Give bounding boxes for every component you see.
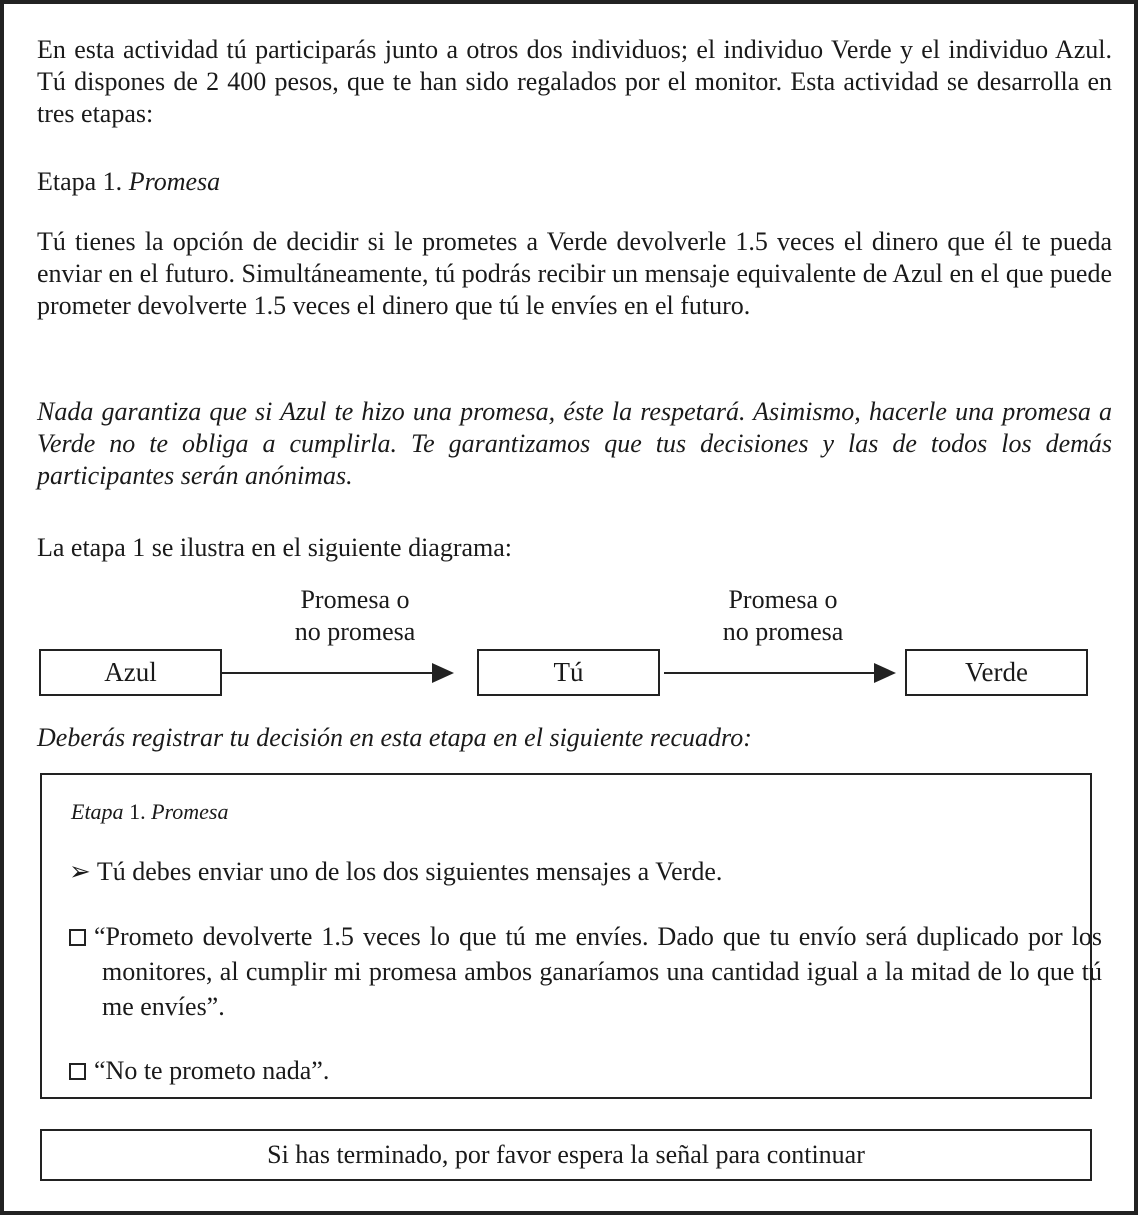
decision-box	[40, 773, 1102, 1099]
instruction-text: Tú debes enviar uno de los dos siguientes mensajes a Verde.	[96, 857, 723, 886]
arrow-right-icon	[664, 672, 892, 674]
node-azul: Azul	[39, 649, 222, 696]
node-verde: Verde	[905, 649, 1088, 696]
edge-label-line: Promesa o	[300, 585, 410, 614]
option-label: “No te prometo nada”.	[94, 1056, 330, 1085]
decision-box-title	[71, 799, 228, 825]
title-word: Etapa	[71, 799, 124, 824]
checkbox-no-promise[interactable]	[69, 1063, 86, 1080]
footer-notice: Si has terminado, por favor espera la señal para continuar	[40, 1129, 1092, 1181]
node-tu: Tú	[477, 649, 660, 696]
arrow-right-icon	[222, 672, 450, 674]
edge-label-line: Promesa o	[728, 585, 838, 614]
stage-description: Tú tienes la opción de decidir si le prometes a Verde devolverle 1.5 veces el dinero que él te pueda enviar en el futuro. Simultáneamente, tú podrás recibir un mensaje equivalente de Azul en el que puede prometer devolverte 1.5 veces el dinero que tú le envíes en el futuro.	[37, 227, 1112, 320]
title-name: Promesa	[151, 799, 229, 824]
option-label: “Prometo devolverte 1.5 veces lo que tú me envíes. Dado que tu envío será duplicado por los monitores, al cumplir mi promesa ambos ganaríamos una cantidad igual a la mitad de lo que tú me envíes”.	[94, 922, 1102, 1021]
intro-paragraph: En esta actividad tú participarás junto a otros dos individuos; el individuo Verde y el individuo Azul. Tú dispones de 2 400 pesos, que te han sido regalados por el monitor. Esta actividad se desarrolla en tres etapas:	[37, 35, 1112, 128]
title-number: 1.	[129, 799, 146, 824]
stage-heading	[37, 166, 1112, 198]
document-page	[4, 4, 1134, 1211]
arrowhead-bullet-icon: ➢	[69, 857, 91, 886]
disclaimer: Nada garantiza que si Azul te hizo una promesa, éste la respetará. Asimismo, hacerle una promesa a Verde no te obliga a cumplirla. Te garantizamos que tus decisiones y las de todos los demás participantes serán anónimas.	[37, 397, 1112, 490]
decision-instruction	[69, 854, 1069, 889]
diagram-intro: La etapa 1 se ilustra en el siguiente diagrama:	[37, 533, 513, 562]
stage-heading-title: Promesa	[128, 167, 221, 196]
checkbox-promise[interactable]	[69, 929, 86, 946]
edge-label-azul-tu	[235, 584, 475, 648]
edge-label-line: no promesa	[294, 617, 416, 646]
option-no-promise[interactable]	[69, 1053, 1102, 1088]
edge-label-line: no promesa	[722, 617, 844, 646]
register-instruction: Deberás registrar tu decisión en esta etapa en el siguiente recuadro:	[37, 723, 752, 752]
option-promise[interactable]	[69, 919, 1102, 1024]
stage-heading-prefix: Etapa 1.	[37, 167, 123, 196]
edge-label-tu-verde	[663, 584, 903, 648]
